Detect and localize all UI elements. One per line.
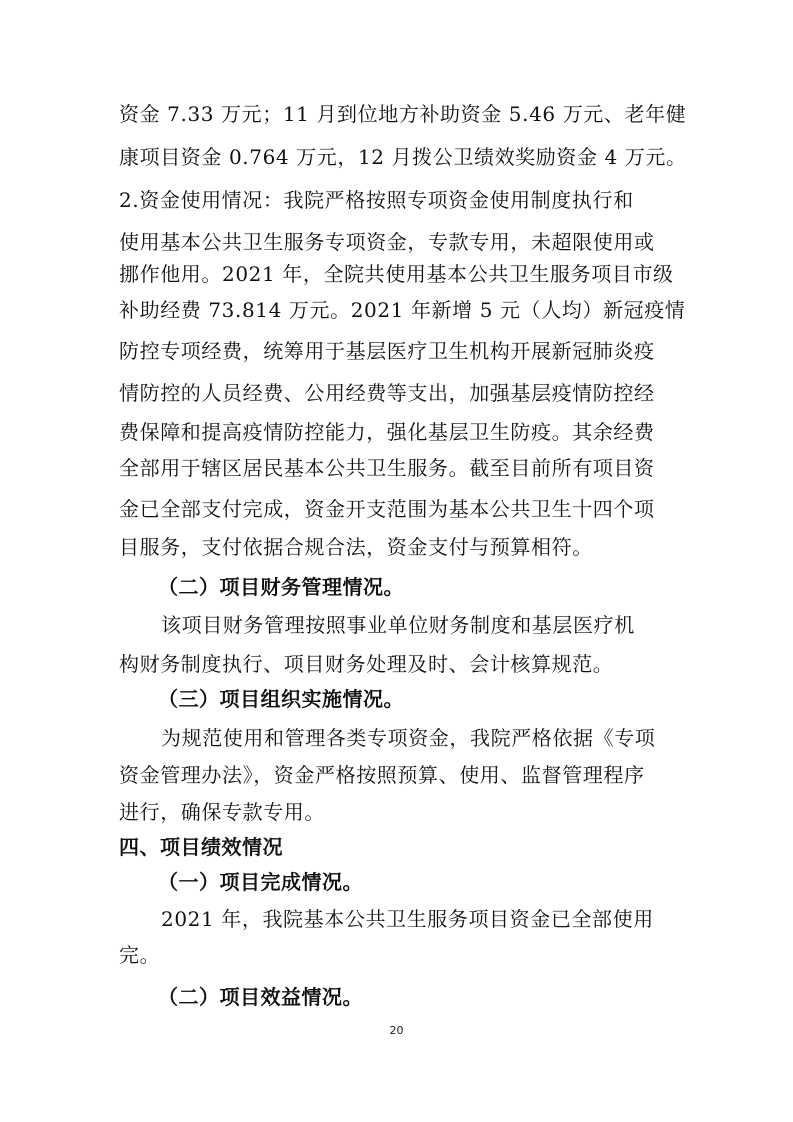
body-line-3: 2.资金使用情况：我院严格按照专项资金使用制度执行和 <box>119 188 634 212</box>
body-line-12: 目服务，支付依据合规合法，资金支付与预算相符。 <box>119 535 593 559</box>
body-line-5: 挪作他用。2021 年，全院共使用基本公共卫生服务项目市级 <box>119 262 674 286</box>
section-heading-finance-management: （二）项目财务管理情况。 <box>158 575 404 599</box>
section-heading-organization: （三）项目组织实施情况。 <box>158 687 404 711</box>
body-line-4: 使用基本公共卫生服务专项资金，专款专用，未超限使用或 <box>119 230 655 254</box>
body-line-8: 情防控的人员经费、公用经费等支出，加强基层疫情防控经 <box>119 381 655 405</box>
finance-management-line-2: 构财务制度执行、项目财务处理及时、会计核算规范。 <box>119 652 614 676</box>
body-line-6: 补助经费 73.814 万元。2021 年新增 5 元（人均）新冠疫情 <box>119 298 686 322</box>
section-heading-completion: （一）项目完成情况。 <box>158 870 363 894</box>
organization-line-3: 进行，确保专款专用。 <box>119 800 325 824</box>
body-line-9: 费保障和提高疫情防控能力，强化基层卫生防疫。其余经费 <box>119 420 655 444</box>
finance-management-line-1: 该项目财务管理按照事业单位财务制度和基层医疗机 <box>161 613 635 637</box>
section-heading-benefits: （二）项目效益情况。 <box>158 985 363 1009</box>
completion-line-1: 2021 年，我院基本公共卫生服务项目资金已全部使用 <box>161 907 654 931</box>
organization-line-1: 为规范使用和管理各类专项资金，我院严格依据《专项 <box>161 726 656 750</box>
body-line-10: 全部用于辖区居民基本公共卫生服务。截至目前所有项目资 <box>119 456 655 480</box>
chapter-heading-performance: 四、项目绩效情况 <box>119 835 283 859</box>
organization-line-2: 资金管理办法》，资金严格按照预算、使用、监督管理程序 <box>119 763 645 787</box>
body-line-7: 防控专项经费，统筹用于基层医疗卫生机构开展新冠肺炎疫 <box>119 339 655 363</box>
completion-line-2: 完。 <box>119 943 161 967</box>
body-line-11: 金已全部支付完成，资金开支范围为基本公共卫生十四个项 <box>119 497 655 521</box>
body-line-1: 资金 7.33 万元；11 月到位地方补助资金 5.46 万元、老年健 <box>119 102 687 126</box>
page-number: 20 <box>389 1024 404 1037</box>
body-line-2: 康项目资金 0.764 万元，12 月拨公卫绩效奖励资金 4 万元。 <box>119 145 687 169</box>
